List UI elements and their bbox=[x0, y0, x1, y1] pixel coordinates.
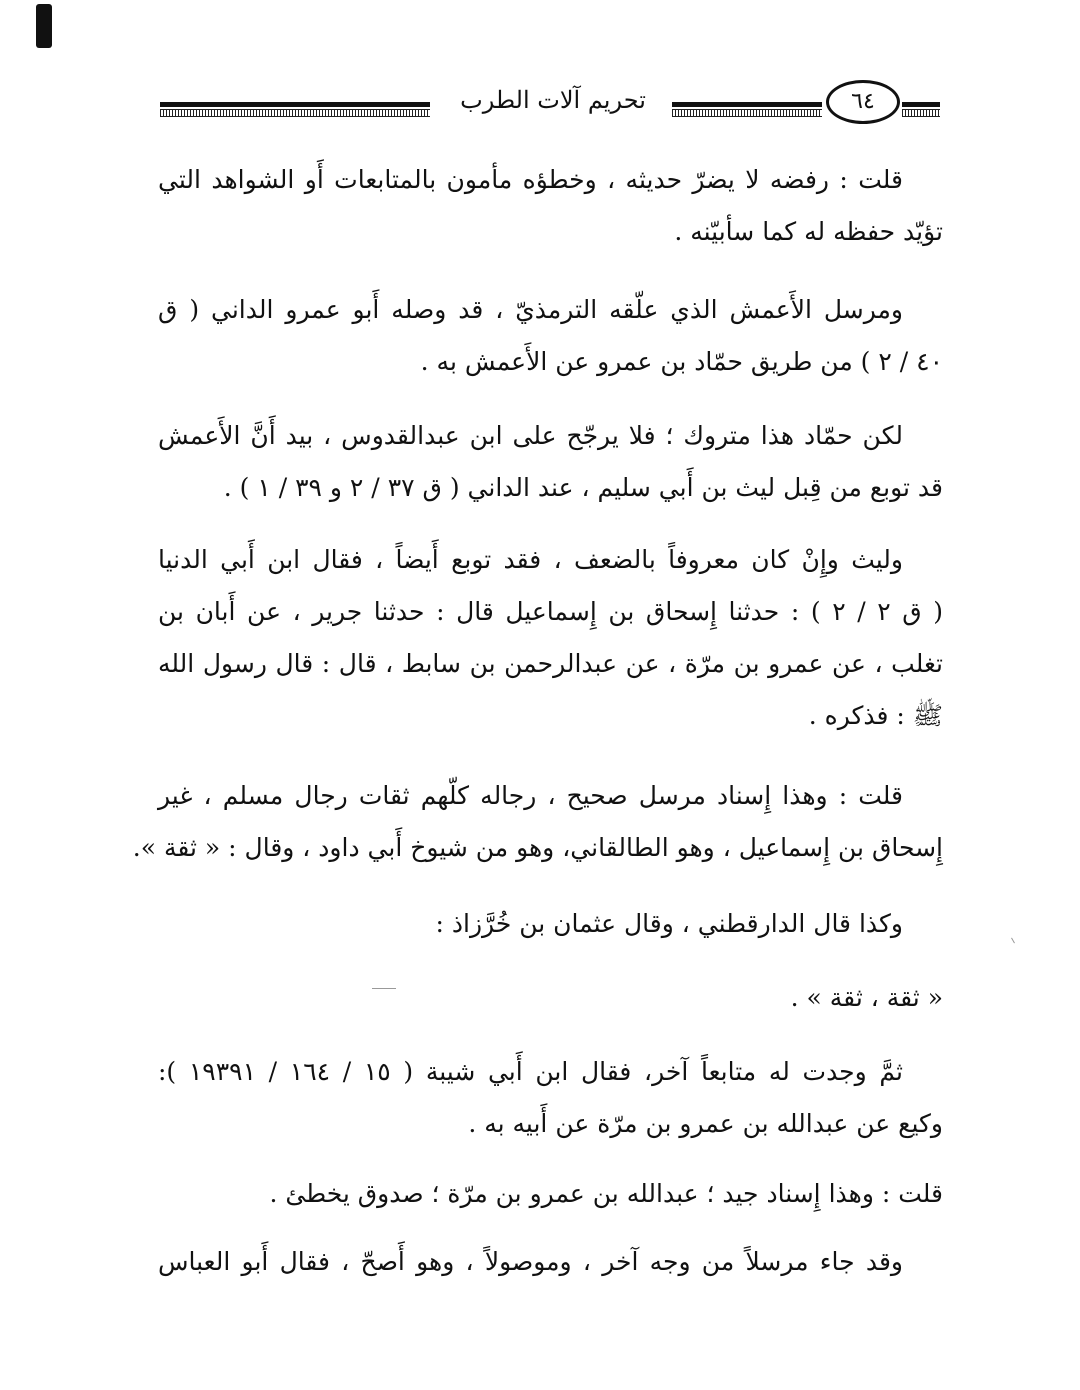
running-title: تحريم آلات الطرب bbox=[460, 86, 646, 114]
paragraph-9 bbox=[158, 1236, 943, 1288]
text-line: ثمَّ وجدت له متابعاً آخر، فقال ابن أَبي شيبة ( ١٥ / ١٦٤ / ١٩٣٩١ ): bbox=[158, 1057, 903, 1086]
text-line: وكيع عن عبدالله بن عمرو بن مرّة عن أَبيه به . bbox=[468, 1109, 943, 1138]
scan-speck bbox=[1011, 938, 1015, 944]
header-rule-right bbox=[902, 102, 940, 116]
text-line: تؤيّد حفظه له كما سأبيّنه . bbox=[674, 217, 943, 246]
text-line: ( ق ٢ / ٢ ) : حدثنا إِسحاق بن إِسماعيل قال : حدثنا جرير ، عن أَبان بن bbox=[158, 597, 943, 626]
paragraph-3 bbox=[158, 410, 943, 514]
paragraph-2 bbox=[158, 284, 943, 388]
text-line: قد توبع من قِبل ليث بن أَبي سليم ، عند الداني ( ق ٣٧ / ٢ و ٣٩ / ١ ) . bbox=[223, 473, 943, 502]
text-line: قلت : وهذا إِسناد جيد ؛ عبدالله بن عمرو بن مرّة ؛ صدوق يخطئ . bbox=[269, 1179, 943, 1208]
text-line: ٤٠ / ٢ ) من طريق حمّاد بن عمرو عن الأَعمش به . bbox=[420, 347, 943, 376]
scan-binding-mark bbox=[36, 4, 52, 48]
paragraph-5 bbox=[132, 770, 943, 874]
text-line: ﷺ : فذكره . bbox=[808, 701, 943, 730]
header-rule-left bbox=[160, 102, 430, 116]
text-line-quote: « ثقة ، ثقة » . bbox=[790, 983, 943, 1012]
text-line: وكذا قال الدارقطني ، وقال عثمان بن خُرَّزاذ : bbox=[435, 909, 903, 938]
text-line: قلت : وهذا إِسناد مرسل صحيح ، رجاله كلّهم ثقات رجال مسلم ، غير bbox=[158, 781, 903, 810]
header-rule-middle bbox=[672, 102, 822, 116]
paragraph-8 bbox=[158, 1168, 943, 1220]
text-line: ومرسل الأَعمش الذي علّقه الترمذيّ ، قد وصله أَبو عمرو الداني ( ق bbox=[158, 295, 903, 324]
paragraph-7 bbox=[158, 1046, 943, 1150]
page-header bbox=[160, 80, 940, 132]
scan-speck bbox=[372, 988, 396, 989]
paragraph-6 bbox=[158, 898, 943, 1024]
paragraph-4 bbox=[158, 534, 943, 742]
text-line: وقد جاء مرسلاً من وجه آخر ، وموصولاً ، وهو أَصحّ ، فقال أَبو العباس bbox=[158, 1247, 903, 1276]
paragraph-1 bbox=[158, 154, 943, 258]
text-line: وليث وإِنْ كان معروفاً بالضعف ، فقد توبع أَيضاً ، فقال ابن أَبي الدنيا bbox=[158, 545, 903, 574]
text-line: لكن حمّاد هذا متروك ؛ فلا يرجّح على ابن عبدالقدوس ، بيد أَنَّ الأَعمش bbox=[158, 421, 903, 450]
text-line: قلت : رفضه لا يضرّ حديثه ، وخطؤه مأمون بالمتابعات أَو الشواهد التي bbox=[158, 165, 903, 194]
page-number-badge: ٦٤ bbox=[826, 80, 900, 124]
text-line: تغلب ، عن عمرو بن مرّة ، عن عبدالرحمن بن سابط ، قال : قال رسول الله bbox=[158, 649, 943, 678]
text-line: إِسحاق بن إِسماعيل ، وهو الطالقاني، وهو من شيوخ أَبي داود ، وقال : « ثقة ». bbox=[132, 833, 943, 862]
